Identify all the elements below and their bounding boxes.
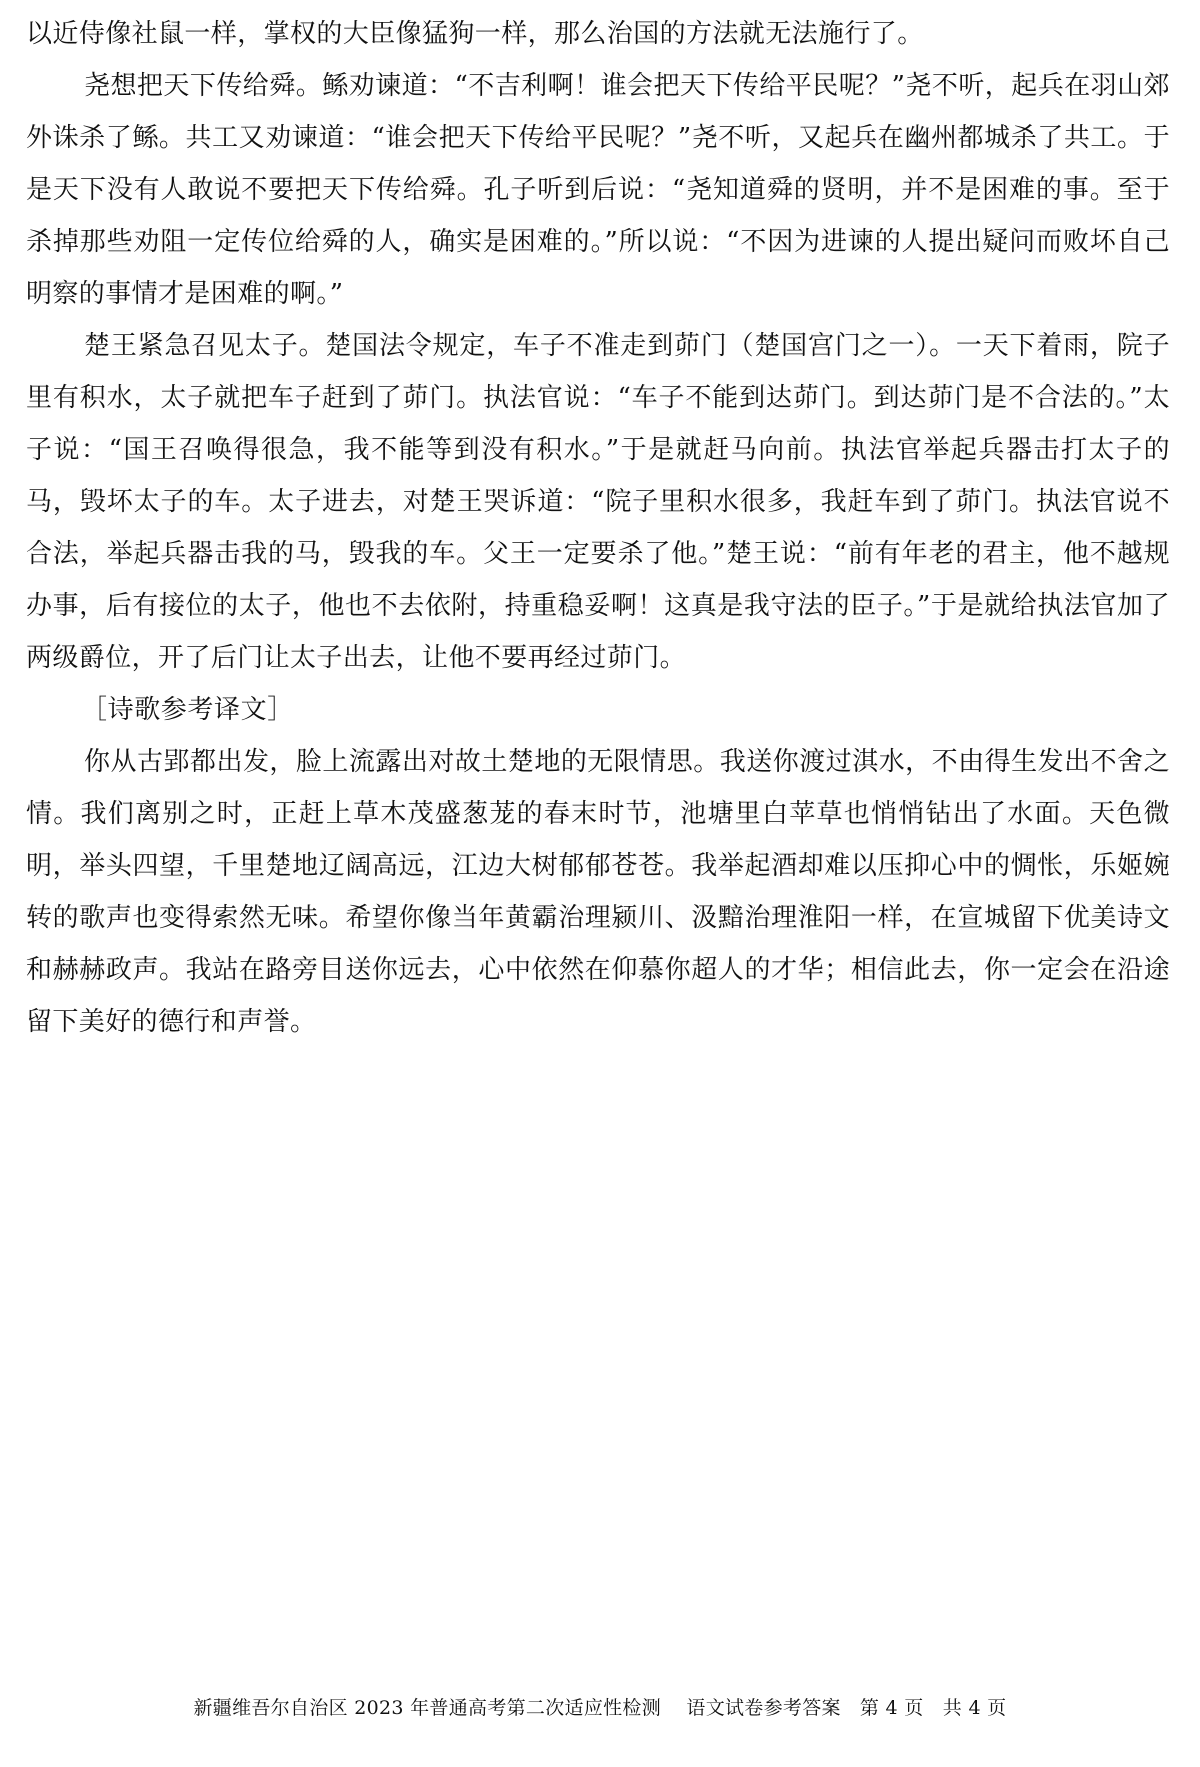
footer-exam-title: 新疆维吾尔自治区 2023 年普通高考第二次适应性检测 xyxy=(193,1697,662,1719)
paragraph-2: 尧想把天下传给舜。鲧劝谏道：“不吉利啊！谁会把天下传给平民呢？”尧不听，起兵在羽山郊外诛杀了鲧。共工又劝谏道：“谁会把天下传给平民呢？”尧不听，又起兵在幽州都城杀了共工。于是天下没有人敢说不要把天下传给舜。孔子听到后说：“尧知道舜的贤明，并不是困难的事。至于杀掉那些劝阻一定传位给舜的人，确实是困难的。”所以说：“不因为进谏的人提出疑问而败坏自己明察的事情才是困难的啊。” xyxy=(26,71,1170,309)
section-heading: ［诗歌参考译文］ xyxy=(81,695,294,725)
paragraph-3: 楚王紧急召见太子。楚国法令规定，车子不准走到茆门（楚国宫门之一）。一天下着雨，院子里有积水，太子就把车子赶到了茆门。执法官说：“车子不能到达茆门。到达茆门是不合法的。”太子说：“国王召唤得很急，我不能等到没有积水。”于是就赶马向前。执法官举起兵器击打太子的马，毁坏太子的车。太子进去，对楚王哭诉道：“院子里积水很多，我赶车到了茆门。执法官说不合法，举起兵器击我的马，毁我的车。父王一定要杀了他。”楚王说：“前有年老的君主，他不越规办事，后有接位的太子，他也不去依附，持重稳妥啊！这真是我守法的臣子。”于是就给执法官加了两级爵位，开了后门让太子出去，让他不要再经过茆门。 xyxy=(26,331,1170,673)
footer-doc-name: 语文试卷参考答案 xyxy=(686,1697,841,1719)
footer-page-info: 第 4 页 共 4 页 xyxy=(859,1697,1007,1719)
page-footer xyxy=(0,1694,1200,1722)
poem-translation-paragraph: 你从古郢都出发，脸上流露出对故土楚地的无限情思。我送你渡过淇水，不由得生发出不舍之情。我们离别之时，正赶上草木茂盛葱茏的春末时节，池塘里白苹草也悄悄钻出了水面。天色微明，举头四望，千里楚地辽阔高远，江边大树郁郁苍苍。我举起酒却难以压抑心中的惆怅，乐姬婉转的歌声也变得索然无味。希望你像当年黄霸治理颍川、汲黯治理淮阳一样，在宣城留下优美诗文和赫赫政声。我站在路旁目送你远去，心中依然在仰慕你超人的才华；相信此去，你一定会在沿途留下美好的德行和声誉。 xyxy=(26,747,1170,1037)
paragraph-1: 以近侍像社鼠一样，掌权的大臣像猛狗一样，那么治国的方法就无法施行了。 xyxy=(26,19,924,49)
document-body xyxy=(26,8,1170,1048)
